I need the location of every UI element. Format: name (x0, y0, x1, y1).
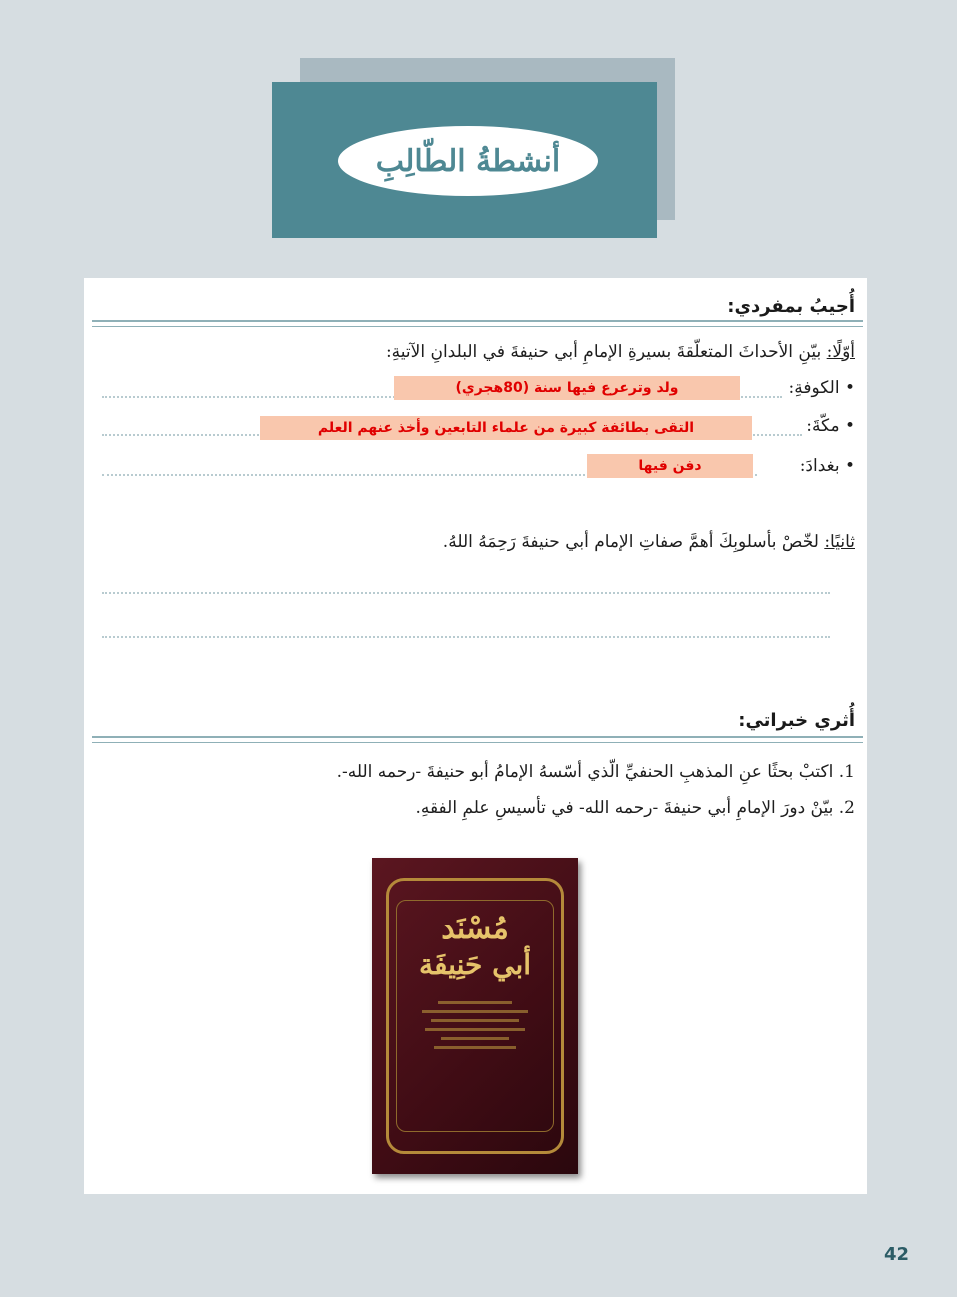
musnad-abi-hanifa-book-cover (372, 858, 578, 1174)
item-kufa-label: • الكوفةِ: (788, 378, 855, 398)
activities-card (84, 278, 867, 1194)
item-baghdad-label: • بغدادَ: (799, 456, 855, 476)
question2-text: لخّصْ بأسلوبِكَ أهمَّ صفاتِ الإمام أبي حنيفةَ رَحِمَهُ اللهُ. (442, 532, 825, 552)
answer-makkah[interactable]: التقى بطائفة كبيرة من علماء التابعين وأخذ عنهم العلم (260, 416, 752, 440)
banner-title-badge (338, 126, 598, 196)
page-number: 42 (883, 1244, 909, 1265)
section2-rule (92, 736, 863, 743)
item-makkah-label: • مكّةَ: (806, 416, 855, 436)
book-subtitle-lines (413, 995, 538, 1055)
summary-line-2 (102, 636, 830, 638)
answer-kufa[interactable]: ولد وترعرع فيها سنة (80هجري) (394, 376, 740, 400)
section1-rule (92, 320, 863, 327)
question1-prefix: أوّلًا: (826, 342, 855, 362)
book-title-line1: مُسْنَد (441, 911, 509, 946)
question1 (386, 342, 855, 362)
question1-text: بيّنِ الأحداثَ المتعلّقةَ بسيرةِ الإمامِ أبي حنيفةَ في البلدانِ الآتيةِ: (385, 342, 827, 362)
banner-title: أنشطةُ الطّالِبِ (375, 143, 561, 179)
enrichment-item-1: 1. اكتبْ بحثًا عنِ المذهبِ الحنفيِّ الّذي أسّسهُ الإمامُ أبو حنيفةَ -رحمه الله-. (336, 762, 855, 782)
book-inner-panel (396, 900, 554, 1132)
summary-line-1 (102, 592, 830, 594)
book-title-line2: أبي حَنِيفَة (418, 948, 532, 981)
question2 (443, 532, 855, 552)
section1-heading: أُجيبُ بمفردي: (727, 296, 855, 317)
enrichment-item-2: 2. بيّنْ دورَ الإمامِ أبي حنيفةَ -رحمه الله- في تأسيسِ علمِ الفقهِ. (415, 798, 855, 818)
answer-baghdad[interactable]: دفن فيها (587, 454, 753, 478)
section2-heading: أُثري خبراتي: (738, 710, 855, 731)
question2-prefix: ثانيًا: (824, 532, 855, 552)
